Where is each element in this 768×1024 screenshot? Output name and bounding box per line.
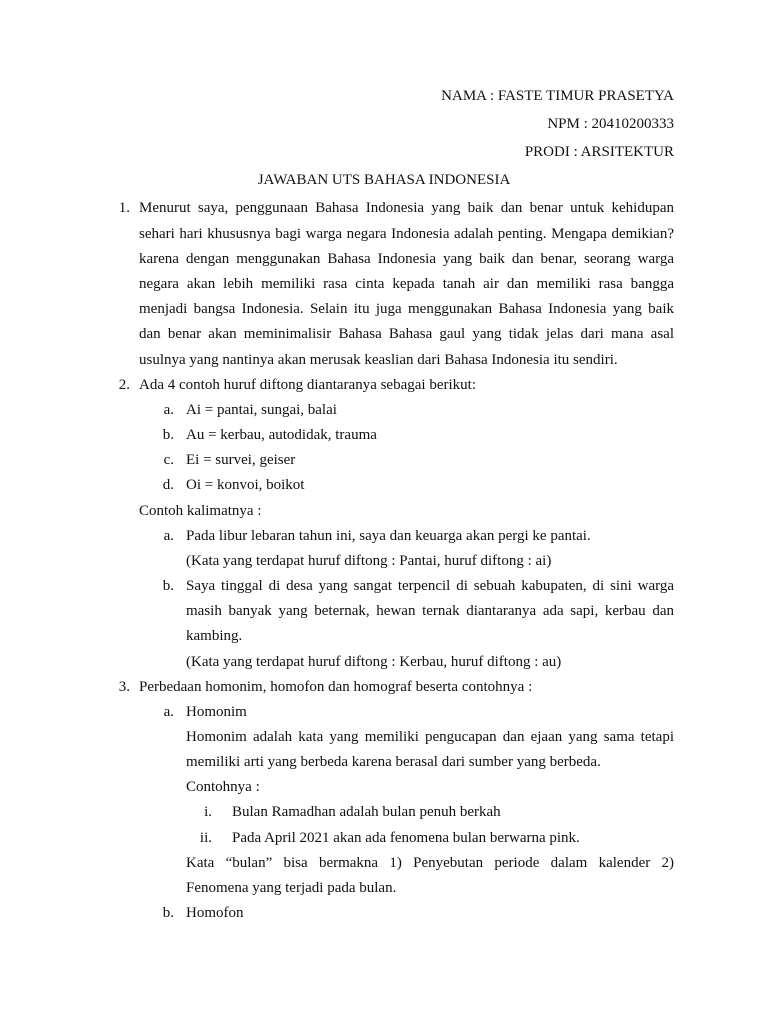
q1-line: karena dengan menggunakan Bahasa Indonesia yang baik dan benar, seorang warga xyxy=(139,251,674,267)
list-marker: a. xyxy=(163,704,174,720)
q1-line: Menurut saya, penggunaan Bahasa Indonesia yang baik dan benar untuk kehidupan xyxy=(139,200,674,216)
homonim-example: Bulan Ramadhan adalah bulan penuh berkah xyxy=(232,804,501,820)
list-marker: b. xyxy=(162,427,174,443)
list-marker: d. xyxy=(162,477,174,493)
q1-line: negara akan lebih memiliki rasa cinta kepada tanah air dan memiliki rasa bangga xyxy=(139,276,674,292)
list-marker: a. xyxy=(163,402,174,418)
example-line: masih banyak yang beternak, hewan ternak diantaranya ada sapi, kerbau dan xyxy=(186,603,674,619)
example-line: Saya tinggal di desa yang sangat terpencil di sebuah kabupaten, di sini warga xyxy=(186,578,674,594)
homofon-title: Homofon xyxy=(186,905,244,921)
homonim-definition: Homonim adalah kata yang memiliki pengucapan dan ejaan yang sama tetapi xyxy=(186,729,674,745)
q2-number: 2. xyxy=(118,377,130,393)
q3-number: 3. xyxy=(118,679,130,695)
q1-number: 1. xyxy=(118,200,130,216)
list-item: Ai = pantai, sungai, balai xyxy=(186,402,337,418)
list-item: Ei = survei, geiser xyxy=(186,452,296,468)
q1-line: menjadi bangsa Indonesia. Selain itu juga menggunakan Bahasa Indonesia yang baik xyxy=(139,301,674,317)
homonim-title: Homonim xyxy=(186,704,247,720)
roman-marker: i. xyxy=(204,804,212,820)
homonim-note: Kata “bulan” bisa bermakna 1) Penyebutan periode dalam kalender 2) xyxy=(186,855,674,871)
homonim-example: Pada April 2021 akan ada fenomena bulan berwarna pink. xyxy=(232,830,580,846)
roman-marker: ii. xyxy=(199,830,212,846)
homonim-note: Fenomena yang terjadi pada bulan. xyxy=(186,880,397,896)
q2-intro: Ada 4 contoh huruf diftong diantaranya sebagai berikut: xyxy=(139,377,476,393)
example-line: (Kata yang terdapat huruf diftong : Pantai, huruf diftong : ai) xyxy=(186,553,552,569)
example-line: Pada libur lebaran tahun ini, saya dan keuarga akan pergi ke pantai. xyxy=(186,528,591,544)
document-title: JAWABAN UTS BAHASA INDONESIA xyxy=(257,172,511,188)
list-marker: b. xyxy=(162,578,174,594)
list-item: Au = kerbau, autodidak, trauma xyxy=(186,427,377,443)
list-item: Oi = konvoi, boikot xyxy=(186,477,305,493)
example-line: (Kata yang terdapat huruf diftong : Kerbau, huruf diftong : au) xyxy=(186,654,562,670)
homonim-definition: memiliki arti yang berbeda karena berasal dari sumber yang berbeda. xyxy=(186,754,601,770)
student-name: NAMA : FASTE TIMUR PRASETYA xyxy=(441,88,674,104)
list-marker: b. xyxy=(162,905,174,921)
q1-line: sehari hari khususnya bagi warga negara Indonesia adalah penting. Mengapa demikian? xyxy=(139,226,674,242)
q1-line: dan benar akan meminimalisir Bahasa Bahasa gaul yang tidak jelas dari mana asal xyxy=(139,326,674,342)
q3-intro: Perbedaan homonim, homofon dan homograf beserta contohnya : xyxy=(139,679,533,695)
list-marker: c. xyxy=(163,452,174,468)
q1-line: usulnya yang nantinya akan merusak keaslian dari Bahasa Indonesia itu sendiri. xyxy=(139,352,618,368)
contoh-label: Contohnya : xyxy=(186,779,260,795)
example-line: kambing. xyxy=(186,628,243,644)
student-prodi: PRODI : ARSITEKTUR xyxy=(524,144,674,160)
student-npm: NPM : 20410200333 xyxy=(547,116,674,132)
kalimat-label: Contoh kalimatnya : xyxy=(139,503,262,519)
list-marker: a. xyxy=(163,528,174,544)
